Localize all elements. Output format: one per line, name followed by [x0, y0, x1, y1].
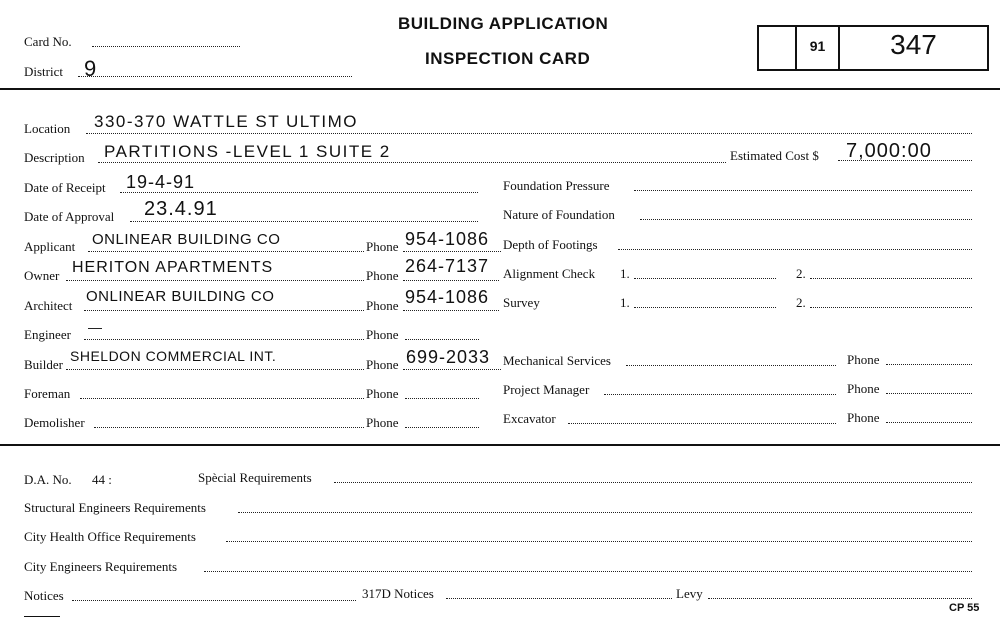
applicant-phone-line	[403, 251, 501, 252]
form-code: CP 55	[949, 602, 980, 614]
builder-phone-line	[403, 369, 501, 370]
alignment-item-2: 2.	[796, 266, 806, 281]
foreman-label: Foreman	[24, 386, 71, 401]
estimated-cost-label: Estimated Cost $	[730, 148, 819, 163]
date-receipt-value: 19-4-91	[126, 172, 196, 192]
engineer-line	[84, 339, 364, 340]
estimated-cost-value: 7,000:00	[846, 140, 932, 162]
title-line-1: BUILDING APPLICATION	[398, 14, 609, 33]
location-label: Location	[24, 121, 71, 136]
depth-footings-label: Depth of Footings	[503, 237, 598, 252]
district-label: District	[24, 64, 63, 79]
date-approval-label: Date of Approval	[24, 209, 115, 224]
description-label: Description	[24, 150, 85, 165]
alignment-check-label: Alignment Check	[503, 266, 596, 281]
applicant-phone-label: Phone	[366, 239, 399, 254]
mechanical-services-line	[626, 365, 836, 366]
alignment-item-1: 1.	[620, 266, 630, 281]
card-no-label: Card No.	[24, 34, 72, 49]
depth-footings-line	[618, 249, 972, 250]
demolisher-phone-label: Phone	[366, 415, 399, 430]
location-line	[86, 133, 972, 134]
owner-value: HERITON APARTMENTS	[72, 259, 274, 276]
footer-mark	[24, 616, 60, 617]
notices-317d-line	[446, 598, 672, 599]
health-requirements-label: City Health Office Requirements	[24, 529, 196, 544]
district-value: 9	[84, 56, 98, 81]
date-approval-value: 23.4.91	[144, 198, 218, 220]
box-number: 347	[890, 29, 937, 60]
architect-line	[84, 310, 364, 311]
project-manager-label: Project Manager	[503, 382, 590, 397]
district-line	[78, 76, 352, 77]
owner-label: Owner	[24, 268, 60, 283]
top-divider	[0, 88, 1000, 90]
survey-item-1: 1.	[620, 295, 630, 310]
notices-label: Notices	[24, 588, 64, 603]
structural-requirements-label: Structural Engineers Requirements	[24, 500, 206, 515]
alignment-line-1	[634, 278, 776, 279]
foundation-pressure-line	[634, 190, 972, 191]
demolisher-line	[94, 427, 364, 428]
middle-divider	[0, 444, 1000, 446]
foreman-phone-line	[405, 398, 479, 399]
city-engineers-line	[204, 571, 972, 572]
title-line-2: INSPECTION CARD	[425, 49, 591, 68]
card-no-line	[92, 46, 240, 47]
excavator-phone-label: Phone	[847, 410, 880, 425]
nature-foundation-line	[640, 219, 972, 220]
notices-317d-label: 317D Notices	[362, 586, 434, 601]
excavator-label: Excavator	[503, 411, 556, 426]
owner-phone-label: Phone	[366, 268, 399, 283]
engineer-phone-label: Phone	[366, 327, 399, 342]
description-line	[98, 162, 726, 163]
builder-label: Builder	[24, 357, 63, 372]
date-receipt-label: Date of Receipt	[24, 180, 106, 195]
foreman-line	[80, 398, 364, 399]
engineer-value: —	[88, 319, 103, 335]
demolisher-label: Demolisher	[24, 415, 85, 430]
engineer-label: Engineer	[24, 327, 71, 342]
location-value: 330-370 WATTLE ST ULTIMO	[94, 112, 358, 131]
health-requirements-line	[226, 541, 972, 542]
box-prefix: 91	[809, 38, 826, 54]
survey-label: Survey	[503, 295, 540, 310]
structural-requirements-line	[238, 512, 972, 513]
excavator-phone-line	[886, 422, 972, 423]
applicant-line	[88, 251, 364, 252]
survey-item-2: 2.	[796, 295, 806, 310]
levy-label: Levy	[676, 586, 703, 601]
da-no-label: D.A. No.	[24, 472, 72, 487]
survey-line-2	[810, 307, 972, 308]
owner-line	[66, 280, 364, 281]
alignment-line-2	[810, 278, 972, 279]
architect-label: Architect	[24, 298, 73, 313]
survey-line-1	[634, 307, 776, 308]
project-manager-phone-line	[886, 393, 972, 394]
architect-phone-value: 954-1086	[405, 287, 490, 307]
notices-line	[72, 600, 356, 601]
applicant-label: Applicant	[24, 239, 76, 254]
foreman-phone-label: Phone	[366, 386, 399, 401]
engineer-phone-line	[405, 339, 479, 340]
builder-phone-value: 699-2033	[406, 347, 491, 367]
da-no-value: 44 :	[92, 472, 112, 487]
architect-value: ONLINEAR BUILDING CO	[86, 288, 275, 305]
mechanical-phone-line	[886, 364, 972, 365]
applicant-value: ONLINEAR BUILDING CO	[92, 231, 281, 248]
mechanical-phone-label: Phone	[847, 352, 880, 367]
city-engineers-label: City Engineers Requirements	[24, 559, 178, 574]
foundation-pressure-label: Foundation Pressure	[503, 178, 610, 193]
applicant-phone-value: 954-1086	[405, 229, 490, 249]
builder-phone-label: Phone	[366, 357, 399, 372]
levy-line	[708, 598, 972, 599]
mechanical-services-label: Mechanical Services	[503, 353, 611, 368]
excavator-line	[568, 423, 836, 424]
owner-phone-line	[403, 280, 499, 281]
owner-phone-value: 264-7137	[405, 256, 490, 276]
description-value: PARTITIONS -LEVEL 1 SUITE 2	[104, 142, 391, 161]
special-requirements-label: Spècial Requirements	[198, 470, 312, 485]
project-manager-phone-label: Phone	[847, 381, 880, 396]
builder-value: SHELDON COMMERCIAL INT.	[70, 348, 277, 364]
nature-foundation-label: Nature of Foundation	[503, 207, 615, 222]
project-manager-line	[604, 394, 836, 395]
demolisher-phone-line	[405, 427, 479, 428]
architect-phone-line	[403, 310, 499, 311]
builder-line	[66, 369, 364, 370]
special-requirements-line	[334, 482, 972, 483]
architect-phone-label: Phone	[366, 298, 399, 313]
date-approval-line	[130, 221, 478, 222]
